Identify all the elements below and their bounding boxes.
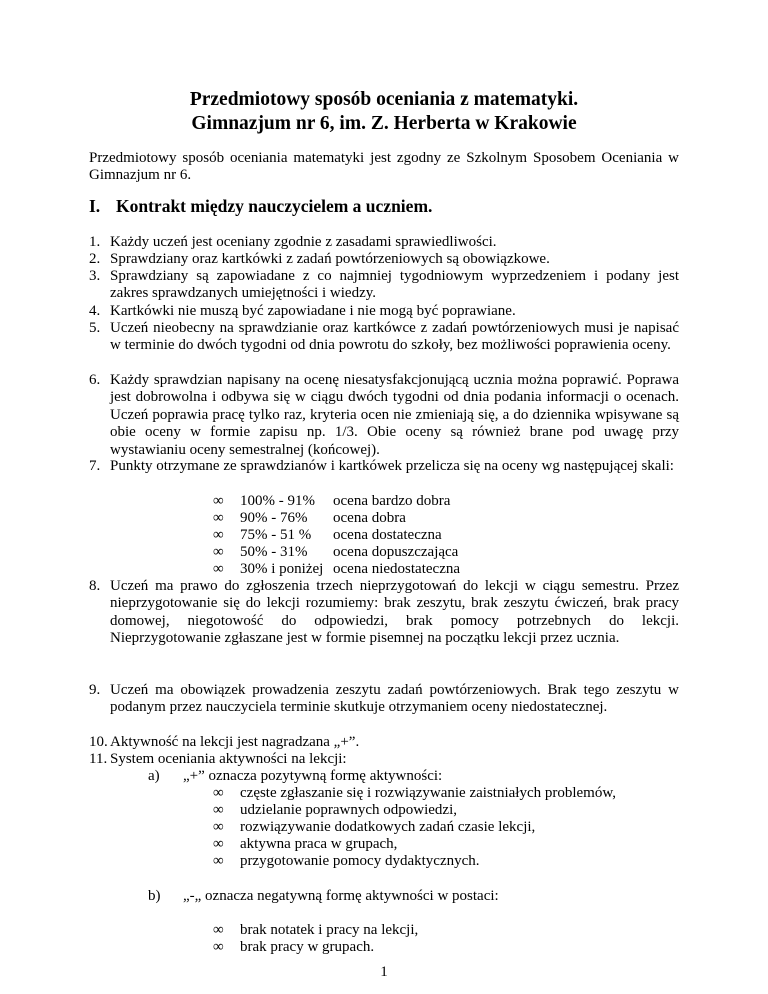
bullet-item: ∞ brak notatek i pracy na lekcji,: [213, 922, 419, 938]
bullet-icon: ∞: [213, 836, 224, 852]
list-item: 5. Uczeń nieobecny na sprawdzianie oraz kartkówce z zadań powtórzeniowych musi je napisać w terminie do dwóch tygodni od dnia powrotu do szkoły, bez możliwości poprawienia oceny.: [89, 320, 679, 354]
bullet-icon: ∞: [213, 544, 224, 560]
list-item: 10. Aktywność na lekcji jest nagradzana „+”.: [89, 734, 360, 750]
bullet-icon: ∞: [213, 493, 224, 509]
bullet-item: ∞ rozwiązywanie dodatkowych zadań czasie lekcji,: [213, 819, 536, 835]
list-item: 8. Uczeń ma prawo do zgłoszenia trzech nieprzygotowań do lekcji w ciągu semestru. Przez nieprzygotowanie się do lekcji rozumiemy: brak zeszytu, brak zeszytu ćwiczeń, brak pracy domowej, niegotowość do odpowiedzi, brak pomocy potrzebnych do lekcji. Nieprzygotowanie zgłaszane jest w formie pisemnej na początku lekcji przez ucznia.: [89, 578, 679, 647]
scale-row: ∞ 100% - 91% ocena bardzo dobra: [213, 493, 451, 509]
bullet-icon: ∞: [213, 527, 224, 543]
list-item: 4. Kartkówki nie muszą być zapowiadane i nie mogą być poprawiane.: [89, 303, 516, 319]
bullet-icon: ∞: [213, 510, 224, 526]
bullet-icon: ∞: [213, 561, 224, 577]
document-title-line1: Przedmiotowy sposób oceniania z matematyki.: [189, 89, 579, 110]
bullet-item: ∞ udzielanie poprawnych odpowiedzi,: [213, 802, 458, 818]
scale-row: ∞ 90% - 76% ocena dobra: [213, 510, 406, 526]
sub-item-b: b) „-„ oznacza negatywną formę aktywności w postaci:: [148, 888, 499, 904]
section-title: Kontrakt między nauczycielem a uczniem.: [116, 196, 433, 216]
list-item: 3. Sprawdziany są zapowiadane z co najmniej tygodniowym wyprzedzeniem i podany jest zakres sprawdzanych umiejętności i wiedzy.: [89, 268, 679, 302]
list-item: 6. Każdy sprawdzian napisany na ocenę niesatysfakcjonującą ucznia można poprawić. Poprawa jest dobrowolna i odbywa się w ciągu dwóch tygodni od dnia podania informacji o ocenach. Uczeń poprawia pracę tylko raz, kryteria ocen nie zmieniają się, a do dziennika wpisywane są obie oceny w formie zapisu np. 1/3. Obie oceny są również brane pod uwagę przy wystawianiu oceny semestralnej (końcowej).: [89, 372, 679, 458]
bullet-item: ∞ częste zgłaszanie się i rozwiązywanie zaistniałych problemów,: [213, 785, 616, 801]
bullet-item: ∞ brak pracy w grupach.: [213, 939, 375, 955]
list-item: 7. Punkty otrzymane ze sprawdzianów i kartkówek przelicza się na oceny wg następującej skali:: [89, 458, 674, 474]
scale-row: ∞ 75% - 51 % ocena dostateczna: [213, 527, 442, 543]
bullet-icon: ∞: [213, 819, 224, 835]
bullet-icon: ∞: [213, 922, 224, 938]
scale-row: ∞ 30% i poniżej ocena niedostateczna: [213, 561, 461, 577]
list-item: 1. Każdy uczeń jest oceniany zgodnie z zasadami sprawiedliwości.: [89, 234, 497, 250]
bullet-icon: ∞: [213, 939, 224, 955]
sub-item-a: a) „+” oznacza pozytywną formę aktywności:: [148, 768, 443, 784]
scale-row: ∞ 50% - 31% ocena dopuszczająca: [213, 544, 459, 560]
list-item: 9. Uczeń ma obowiązek prowadzenia zeszytu zadań powtórzeniowych. Brak tego zeszytu w podanym przez nauczyciela terminie skutkuje otrzymaniem oceny niedostatecznej.: [89, 682, 679, 716]
bullet-item: ∞ aktywna praca w grupach,: [213, 836, 398, 852]
section-number: I.: [89, 196, 101, 216]
bullet-icon: ∞: [213, 785, 224, 801]
intro-paragraph: Przedmiotowy sposób oceniania matematyki jest zgodny ze Szkolnym Sposobem Oceniania w Gimnazjum nr 6.: [89, 150, 679, 184]
page-number: 1: [380, 964, 388, 980]
section-heading: [89, 198, 432, 215]
bullet-icon: ∞: [213, 802, 224, 818]
bullet-icon: ∞: [213, 853, 224, 869]
list-item: 2. Sprawdziany oraz kartkówki z zadań powtórzeniowych są obowiązkowe.: [89, 251, 550, 267]
document-title-line2: Gimnazjum nr 6, im. Z. Herberta w Krakowie: [191, 113, 577, 134]
bullet-item: ∞ przygotowanie pomocy dydaktycznych.: [213, 853, 480, 869]
list-item: 11. System oceniania aktywności na lekcji:: [89, 751, 347, 767]
